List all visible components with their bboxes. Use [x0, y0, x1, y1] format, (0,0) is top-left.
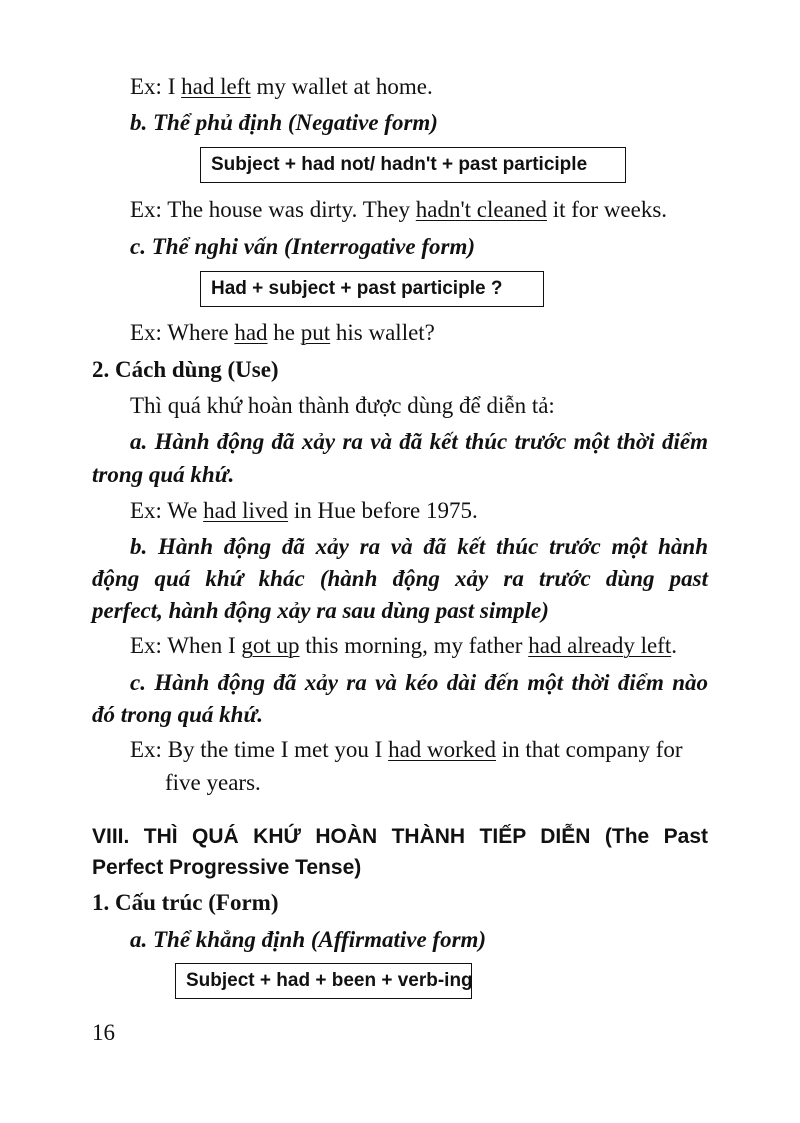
use-c-line1: c. Hành động đã xảy ra và kéo dài đến một thời điểm nào: [130, 670, 708, 695]
use-a-line2: trong quá khứ.: [92, 462, 235, 487]
underlined-verb: had worked: [388, 737, 497, 762]
underlined-word: had already left: [528, 633, 672, 658]
example-hadnt-cleaned: Ex: The house was dirty. They hadn't cleaned it for weeks.: [130, 197, 668, 222]
example-had-worked-line2: five years.: [165, 770, 261, 795]
use-b-line1: b. Hành động đã xảy ra và đã kết thúc trước một hành: [130, 534, 708, 559]
underlined-verb: had left: [181, 74, 251, 99]
use-b-line2: động quá khứ khác (hành động xảy ra trước dùng past: [92, 566, 708, 591]
section-heading-line1: VIII. THÌ QUÁ KHỨ HOÀN THÀNH TIẾP DIỄN (The Past: [92, 825, 708, 848]
use-b-line3: perfect, hành động xảy ra sau dùng past simple): [92, 598, 549, 623]
use-heading: 2. Cách dùng (Use): [92, 357, 279, 382]
underlined-verb: hadn't cleaned: [415, 197, 547, 222]
interrogative-form-heading: c. Thể nghi vấn (Interrogative form): [130, 234, 475, 259]
underlined-verb: had lived: [203, 498, 289, 523]
form-heading: 1. Cấu trúc (Form): [92, 890, 279, 915]
use-a-line1: a. Hành động đã xảy ra và đã kết thúc trước một thời điểm: [130, 429, 708, 454]
affirmative-form-heading: a. Thể khẳng định (Affirmative form): [130, 927, 487, 952]
negative-formula-box: Subject + had not/ hadn't + past participle: [200, 147, 626, 183]
example-had-left: Ex: I had left my wallet at home.: [130, 74, 433, 99]
example-had-worked: Ex: By the time I met you I had worked in that company for: [130, 737, 683, 762]
example-had-put: Ex: Where had he put his wallet?: [130, 320, 435, 345]
page-number: 16: [92, 1020, 115, 1045]
interrogative-formula-box: Had + subject + past participle ?: [200, 271, 544, 307]
underlined-word: got up: [241, 633, 300, 658]
example-had-already-left: Ex: When I got up this morning, my father had already left.: [130, 633, 677, 658]
use-c-line2: đó trong quá khứ.: [92, 702, 263, 727]
example-had-lived: Ex: We had lived in Hue before 1975.: [130, 498, 478, 523]
use-intro: Thì quá khứ hoàn thành được dùng để diễn tả:: [130, 393, 555, 418]
section-heading-line2: Perfect Progressive Tense): [92, 856, 362, 879]
affirmative-formula-box: Subject + had + been + verb-ing: [175, 963, 472, 999]
underlined-word: had: [234, 320, 268, 345]
negative-form-heading: b. Thể phủ định (Negative form): [130, 110, 438, 135]
underlined-word: put: [300, 320, 331, 345]
